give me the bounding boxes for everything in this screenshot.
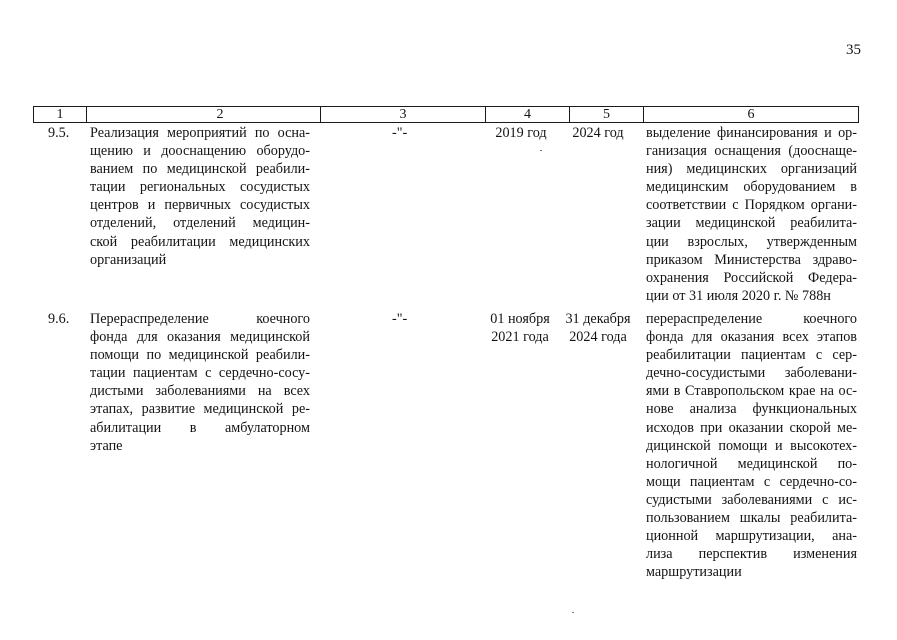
result-text — [646, 124, 857, 305]
text-line: мощи пациентам с сердечно-со- — [646, 473, 857, 490]
text-line: 2021 года — [491, 329, 549, 346]
text-line: 2024 год — [572, 125, 624, 141]
text-line: помощи по медицинской реабили- — [90, 347, 310, 364]
text-line: судистыми заболеваниями с ис- — [646, 491, 857, 508]
action-text — [90, 124, 310, 269]
text-line: дистыми заболеваниями на всех — [90, 383, 310, 400]
text-line: 2019 год — [495, 125, 547, 141]
text-line: соответствии с Порядком органи- — [646, 197, 857, 214]
end-date — [563, 124, 633, 142]
text-line: щению и дооснащению оборудо- — [90, 143, 310, 160]
executor: -"- — [392, 311, 408, 327]
text-line: тации региональных сосудистых — [90, 179, 310, 196]
text-line: организаций — [90, 251, 167, 268]
scan-speck — [540, 150, 542, 151]
text-line: выделение финансирования и ор- — [646, 125, 857, 141]
text-line: пользованием шкалы реабилита- — [646, 510, 857, 527]
row-number: 9.6. — [48, 311, 70, 327]
column-header-5: 5 — [569, 107, 643, 122]
text-line: 01 ноября — [490, 311, 550, 327]
text-line: дицинской помощи и высокотех- — [646, 437, 857, 454]
column-header-3: 3 — [320, 107, 485, 122]
text-line: нологичной медицинской по- — [646, 455, 857, 472]
text-line: лиза перспектив изменения — [646, 546, 857, 563]
text-line: 2024 года — [569, 329, 627, 346]
column-header-2: 2 — [86, 107, 353, 122]
text-line: зации медицинской реабилита- — [646, 215, 857, 232]
scan-speck — [572, 612, 574, 613]
start-date — [486, 124, 556, 142]
text-line: реабилитации пациентам с сер- — [646, 347, 857, 364]
text-line: отделений, отделений медицин- — [90, 215, 310, 232]
text-line: этапе — [90, 437, 123, 454]
executor: -"- — [392, 125, 408, 141]
text-line: нове анализа функциональных — [646, 401, 857, 418]
text-line: ционной маршрутизации, ана- — [646, 528, 857, 545]
start-date — [484, 310, 556, 346]
text-line: фонда для оказания всех этапов — [646, 329, 857, 346]
row-number: 9.5. — [48, 125, 70, 141]
text-line: ганизация оснащения (дооснаще- — [646, 143, 857, 160]
action-text — [90, 310, 310, 455]
column-header-4: 4 — [485, 107, 569, 122]
text-line: фонда для оказания медицинской — [90, 329, 310, 346]
text-line: ванием по медицинской реабили- — [90, 161, 310, 178]
text-line: абилитации в амбулаторном — [90, 419, 310, 436]
text-line: исходов при оказании скорой ме- — [646, 419, 857, 436]
column-header-1: 1 — [56, 107, 64, 122]
text-line: Реализация мероприятий по осна- — [90, 125, 310, 141]
column-header-6: 6 — [643, 107, 858, 122]
text-line: охранения Российской Федера- — [646, 269, 857, 286]
table-header-row — [33, 106, 859, 123]
text-line: 31 декабря — [565, 311, 631, 327]
text-line: ции от 31 июля 2020 г. № 788н — [646, 287, 831, 304]
text-line: этапах, развитие медицинской ре- — [90, 401, 310, 418]
text-line: приказом Министерства здраво- — [646, 251, 857, 268]
text-line: медицинским оборудованием в — [646, 179, 857, 196]
result-text — [646, 310, 857, 581]
text-line: ской реабилитации медицинских — [90, 233, 310, 250]
text-line: тации пациентам с сердечно-сосу- — [90, 365, 310, 382]
text-line: ния) медицинских организаций — [646, 161, 857, 178]
text-line: центров и первичных сосудистых — [90, 197, 310, 214]
text-line: ции взрослых, утвержденным — [646, 233, 857, 250]
end-date — [561, 310, 635, 346]
text-line: перераспределение коечного — [646, 311, 857, 327]
text-line: ями в Ставропольском крае на ос- — [646, 383, 857, 400]
text-line: дечно-сосудистыми заболевани- — [646, 365, 857, 382]
text-line: маршрутизации — [646, 564, 742, 581]
page-number: 35 — [846, 42, 861, 58]
text-line: Перераспределение коечного — [90, 311, 310, 327]
